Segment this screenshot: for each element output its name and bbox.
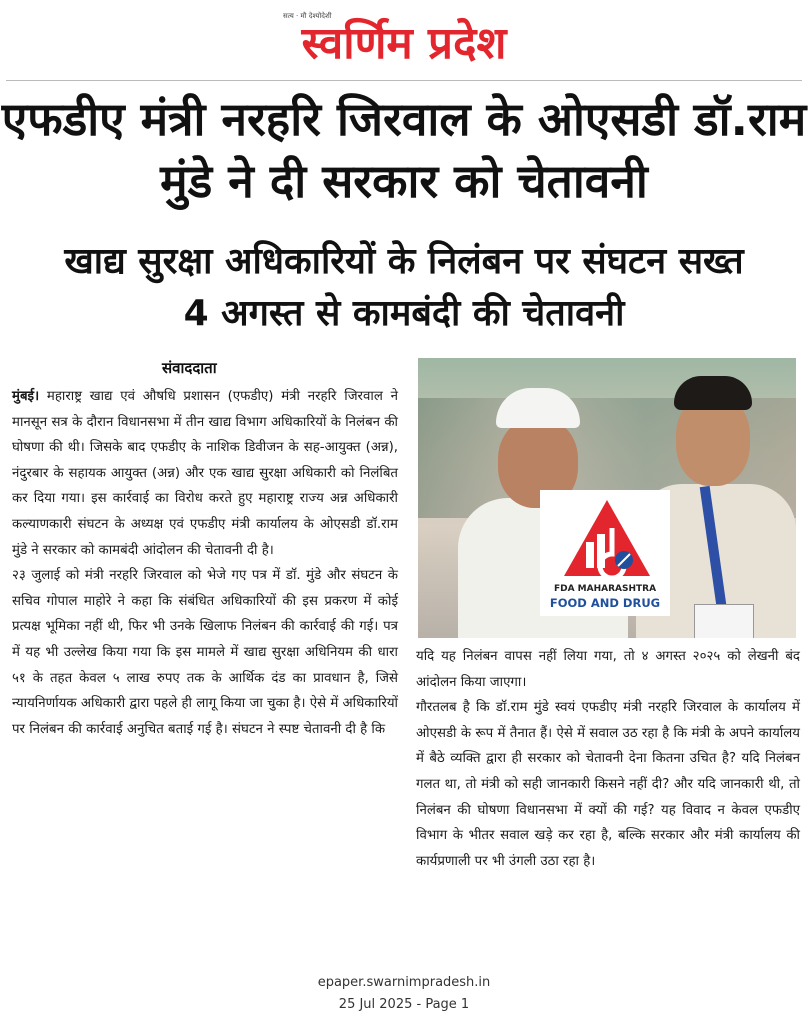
paragraph xyxy=(12,384,398,563)
footer-url[interactable]: epaper.swarnimpradesh.in xyxy=(317,975,491,990)
logo-text-food-and-drug: FOOD AND DRUG xyxy=(549,596,661,610)
subhead-line-2: 4 अगस्त से कामबंदी की चेतावनी xyxy=(183,293,625,334)
subhead-line-1: खाद्य सुरक्षा अधिकारियों के निलंबन पर संघटन सख्त xyxy=(64,241,744,282)
logo-text-fda-maharashtra: FDA MAHARASHTRA xyxy=(553,584,657,594)
paragraph: गौरतलब है कि डॉ.राम मुंडे स्वयं एफडीए मंत्री नरहरि जिरवाल के कार्यालय में ओएसडी के रूप में तैनात हैं। ऐसे में सवाल उठ रहा है कि मंत्री के अपने कार्यालय में बैठे व्यक्ति द्वारा ही सरकार को चेतावनी देना कितना उचित है? यदि निलंबन गलत था, तो मंत्री को सही जानकारी किसने नहीं दी? और यदि जानकारी थी, तो निलंबन की घोषणा विधानसभा में क्यों की गई? यह विवाद न केवल एफडीए विभाग के भीतर सवाल खड़े कर रहा है, बल्कि सरकार और मंत्री कार्यालय की कार्यप्रणाली पर भी उंगली उठा रहा है। xyxy=(416,700,800,869)
article-subheadline xyxy=(0,236,808,340)
article-column-left xyxy=(12,384,398,742)
paragraph: २३ जुलाई को मंत्री नरहरि जिरवाल को भेजे गए पत्र में डॉ. मुंडे और संघटन के सचिव गोपाल माहोरे ने कहा कि संबंधित अधिकारियों की इस प्रकरण में कोई प्रत्यक्ष भूमिका नहीं थी, फिर भी उनके खिलाफ निलंबन की कार्रवाई की गई। पत्र में यह भी उल्लेख किया गया कि इस मामले में खाद्य सुरक्षा अधिनियम की धारा ५१ के तहत केवल ५ लाख रुपए तक के आर्थिक दंड का प्रावधान है, जिसे न्यायनिर्णायक अधिकारी द्वारा पहले ही लागू किया जा चुका है। ऐसे में अधिकारियों पर निलंबन की कार्रवाई अनुचित बताई गई है। संघटन ने स्पष्ट चेतावनी दी है कि xyxy=(12,568,398,737)
paragraph: यदि यह निलंबन वापस नहीं लिया गया, तो ४ अगस्त २०२५ को लेखनी बंद आंदोलन किया जाएगा। xyxy=(416,649,800,690)
article-photo xyxy=(418,358,796,638)
article-column-right xyxy=(416,644,800,874)
footer-date-page: 25 Jul 2025 - Page 1 xyxy=(338,997,470,1012)
headline-line-1: एफडीए मंत्री नरहरि जिरवाल के ओएसडी डॉ.राम xyxy=(1,92,807,146)
newspaper-title: स्वर्णिम प्रदेश xyxy=(301,18,507,69)
page-footer xyxy=(0,972,808,1016)
header-divider xyxy=(6,80,802,81)
masthead-tagline: सत्य · मौ देश्योदेशी xyxy=(283,12,332,20)
paragraph-text: महाराष्ट्र खाद्य एवं औषधि प्रशासन (एफडीए) मंत्री नरहरि जिरवाल ने मानसून सत्र के दौरान विधानसभा में तीन खाद्य विभाग अधिकारियों के निलंबन की घोषणा की थी। जिसके बाद एफडीए के नाशिक डिवीजन के सह-आयुक्त (अन्न), नंदुरबार के सहायक आयुक्त (अन्न) और एक खाद्य सुरक्षा अधिकारी को निलंबित कर दिया गया। इस कार्रवाई का विरोध करते हुए महाराष्ट्र राज्य अन्न अधिकारी कल्याणकारी संघटन के अध्यक्ष एवं एफडीए मंत्री कार्यालय के ओएसडी डॉ.राम मुंडे ने सरकार को कामबंदी आंदोलन की चेतावनी दी है। xyxy=(12,389,398,558)
fda-emblem-icon xyxy=(562,498,652,578)
dateline: मुंबई। xyxy=(12,389,40,404)
byline: संवाददाता xyxy=(162,359,217,377)
masthead xyxy=(0,0,808,78)
article-headline xyxy=(0,88,808,212)
fda-logo xyxy=(540,490,670,616)
headline-line-2: मुंडे ने दी सरकार को चेतावनी xyxy=(160,154,648,208)
